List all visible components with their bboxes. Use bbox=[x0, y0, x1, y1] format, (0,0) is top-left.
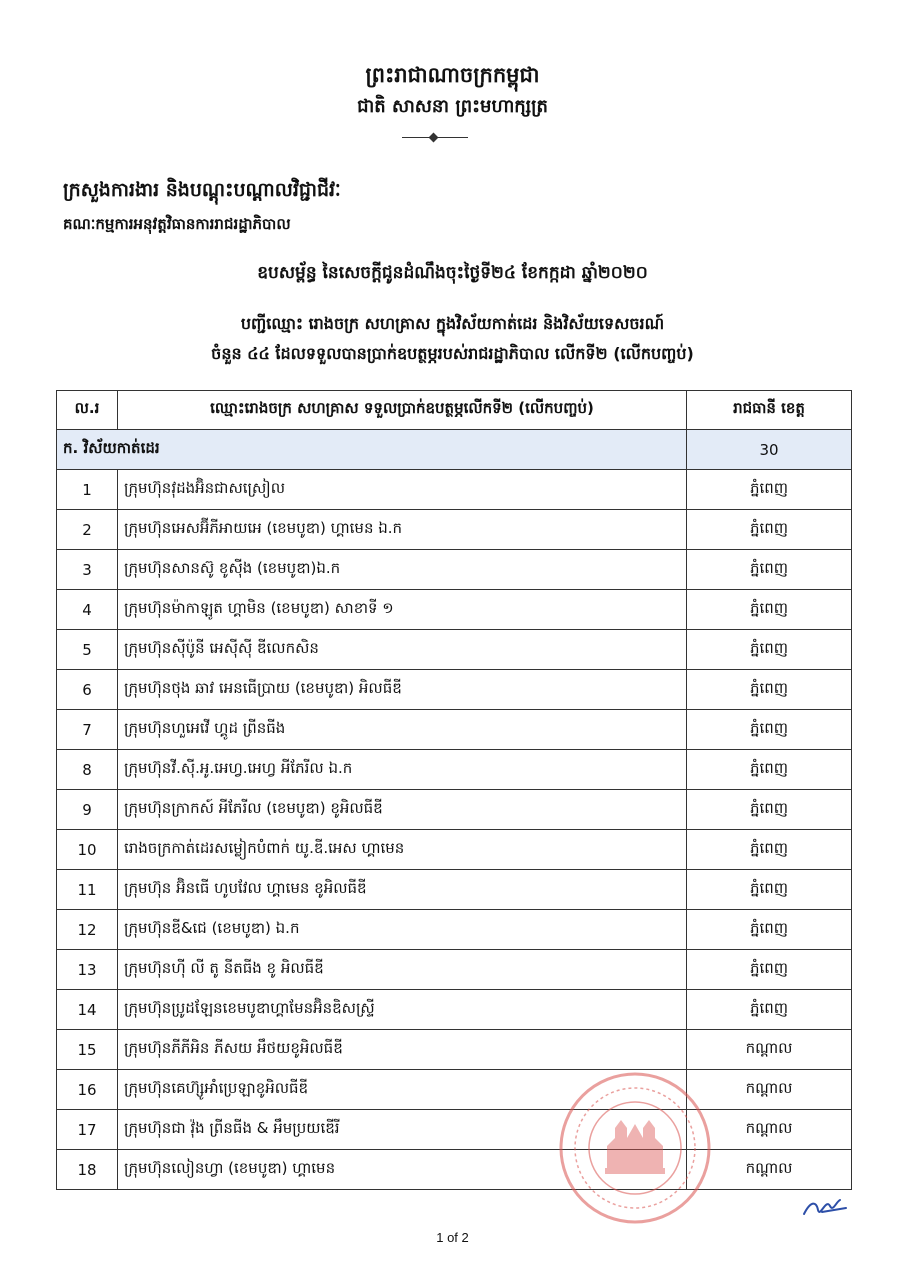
province: កណ្តាល bbox=[687, 1030, 852, 1070]
header-province: រាជធានី ខេត្ត bbox=[687, 391, 852, 430]
official-seal-stamp bbox=[555, 1068, 715, 1228]
row-number: 13 bbox=[57, 950, 118, 990]
table-row bbox=[57, 830, 852, 870]
row-number: 14 bbox=[57, 990, 118, 1030]
table-row bbox=[57, 550, 852, 590]
factory-name: ក្រុមហ៊ុនលៀនហ្វា (ខេមបូឌា) ហ្គាមេន bbox=[118, 1150, 687, 1190]
table-row bbox=[57, 510, 852, 550]
factory-name: ក្រុមហ៊ុនជា វ៉ុង ព្រីនធីង & អឹមប្រយឌើរី bbox=[118, 1110, 687, 1150]
province: ភ្នំពេញ bbox=[687, 950, 852, 990]
table-row bbox=[57, 750, 852, 790]
province: កណ្តាល bbox=[687, 1150, 852, 1190]
province: ភ្នំពេញ bbox=[687, 990, 852, 1030]
row-number: 18 bbox=[57, 1150, 118, 1190]
province: ភ្នំពេញ bbox=[687, 510, 852, 550]
factory-name: រោងចក្រកាត់ដេរសម្លៀកបំពាក់ យូ.ឌី.អេស ហ្គាមេន bbox=[118, 830, 687, 870]
province: ភ្នំពេញ bbox=[687, 630, 852, 670]
table-row bbox=[57, 710, 852, 750]
table-row bbox=[57, 790, 852, 830]
national-motto: ជាតិ សាសនា ព្រះមហាក្សត្រ bbox=[357, 96, 548, 117]
row-number: 3 bbox=[57, 550, 118, 590]
committee-name: គណៈកម្មការអនុវត្តវិធានការរាជរដ្ឋាភិបាល bbox=[63, 215, 291, 233]
factory-name: ក្រុមហ៊ុនក្រាកស៍ អីភែរីល (ខេមបូឌា) ខូអិលធីឌី bbox=[118, 790, 687, 830]
table-row bbox=[57, 1030, 852, 1070]
province: ភ្នំពេញ bbox=[687, 550, 852, 590]
table-row bbox=[57, 990, 852, 1030]
header-number: ល.រ bbox=[57, 391, 118, 430]
list-title-line2: ចំនួន ៤៤ ដែលទទួលបានប្រាក់ឧបត្ថម្ភរបស់រាជរដ្ឋាភិបាល លើកទី២ (លើកបញ្ចប់) bbox=[211, 344, 694, 363]
province: ភ្នំពេញ bbox=[687, 830, 852, 870]
row-number: 4 bbox=[57, 590, 118, 630]
factory-name: ក្រុមហ៊ុនម៉ាកាឡូត ហ្គាមិន (ខេមបូឌា) សាខាទី ១ bbox=[118, 590, 687, 630]
row-number: 16 bbox=[57, 1070, 118, 1110]
province: ភ្នំពេញ bbox=[687, 910, 852, 950]
row-number: 2 bbox=[57, 510, 118, 550]
province: ភ្នំពេញ bbox=[687, 750, 852, 790]
table-row bbox=[57, 470, 852, 510]
table-header-row bbox=[57, 391, 852, 430]
table-row bbox=[57, 870, 852, 910]
kingdom-heading: ព្រះរាជាណាចក្រកម្ពុជា bbox=[365, 63, 540, 87]
row-number: 17 bbox=[57, 1110, 118, 1150]
section-count: 30 bbox=[687, 430, 852, 470]
province: ភ្នំពេញ bbox=[687, 670, 852, 710]
row-number: 15 bbox=[57, 1030, 118, 1070]
row-number: 9 bbox=[57, 790, 118, 830]
row-number: 6 bbox=[57, 670, 118, 710]
header-factory-name: ឈ្មោះរោងចក្រ សហគ្រាស ទទួលប្រាក់ឧបត្ថម្ភលើកទី២ (លើកបញ្ចប់) bbox=[118, 391, 687, 430]
factory-name: ក្រុមហ៊ុនអេសអ៊ីភីអាយអេ (ខេមបូឌា) ហ្គាមេន ឯ.ក bbox=[118, 510, 687, 550]
page-number: 1 of 2 bbox=[436, 1230, 469, 1245]
row-number: 7 bbox=[57, 710, 118, 750]
factory-name: ក្រុមហ៊ុនប្រូដឡែនខេមបូឌាហ្គាមែនអ៊ិនឌិសស្ទ្រី bbox=[118, 990, 687, 1030]
row-number: 10 bbox=[57, 830, 118, 870]
province: ភ្នំពេញ bbox=[687, 470, 852, 510]
table-row bbox=[57, 1150, 852, 1190]
annex-title: ឧបសម្ព័ន្ធ នៃសេចក្តីជូនដំណឹងចុះថ្ងៃទី២៤ ខែកក្កដា ឆ្នាំ២០២០ bbox=[257, 263, 648, 283]
province: ភ្នំពេញ bbox=[687, 870, 852, 910]
table-row bbox=[57, 590, 852, 630]
factory-name: ក្រុមហ៊ុន អ៊ិនធើ ហូបវែល ហ្គាមេន ខូអិលធីឌី bbox=[118, 870, 687, 910]
factory-name: ក្រុមហ៊ុនវី.ស៊ី.អូ.អេហ្វ.អេហ្វ អីភែរីល ឯ.ក bbox=[118, 750, 687, 790]
ministry-name: ក្រសួងការងារ និងបណ្តុះបណ្តាលវិជ្ជាជីវៈ bbox=[63, 179, 341, 201]
factory-name: ក្រុមហ៊ុនថុង ឆាវ អេនធើប្រាយ (ខេមបូឌា) អិលធីឌី bbox=[118, 670, 687, 710]
row-number: 8 bbox=[57, 750, 118, 790]
table-row bbox=[57, 910, 852, 950]
section-label: ក. វិស័យកាត់ដេរ bbox=[57, 430, 687, 470]
table-row bbox=[57, 630, 852, 670]
factory-name: ក្រុមហ៊ុនហ៊ី លី តូ នីតធីង ខូ អិលធីឌី bbox=[118, 950, 687, 990]
factory-table bbox=[56, 390, 852, 1190]
list-title-line1: បញ្ជីឈ្មោះ រោងចក្រ សហគ្រាស ក្នុងវិស័យកាត់ដេរ និងវិស័យទេសចរណ៍ bbox=[240, 314, 665, 333]
factory-name: ក្រុមហ៊ុនឌី&ជេ (ខេមបូឌា) ឯ.ក bbox=[118, 910, 687, 950]
ornament-divider bbox=[402, 137, 468, 138]
row-number: 12 bbox=[57, 910, 118, 950]
factory-name: ក្រុមហ៊ុនស៊ីប៉ូនី អេស៊ីស៊ី ឌីលេកសិន bbox=[118, 630, 687, 670]
row-number: 11 bbox=[57, 870, 118, 910]
row-number: 1 bbox=[57, 470, 118, 510]
factory-name: ក្រុមហ៊ុនសានស៊ូ ខូស៊ីង (ខេមបូឌា)ឯ.ក bbox=[118, 550, 687, 590]
factory-name: ក្រុមហ៊ុនវុដងអ៊ិនជាសស្រៀល bbox=[118, 470, 687, 510]
province: កណ្តាល bbox=[687, 1110, 852, 1150]
section-row-garment bbox=[57, 430, 852, 470]
factory-name: ក្រុមហ៊ុនភីភីអិន ភីសយ អឹថយខូអិលធីឌី bbox=[118, 1030, 687, 1070]
table-row bbox=[57, 950, 852, 990]
table-row bbox=[57, 670, 852, 710]
factory-name: ក្រុមហ៊ុនហួអេវើ ហ្គូដ ព្រីនធីង bbox=[118, 710, 687, 750]
row-number: 5 bbox=[57, 630, 118, 670]
signature-mark bbox=[800, 1192, 850, 1222]
table-row bbox=[57, 1110, 852, 1150]
province: ភ្នំពេញ bbox=[687, 710, 852, 750]
factory-name: ក្រុមហ៊ុនគេហ៊្សូអាំប្រេឡាខូអិលធីឌី bbox=[118, 1070, 687, 1110]
province: ភ្នំពេញ bbox=[687, 790, 852, 830]
province: ភ្នំពេញ bbox=[687, 590, 852, 630]
table-row bbox=[57, 1070, 852, 1110]
province: កណ្តាល bbox=[687, 1070, 852, 1110]
